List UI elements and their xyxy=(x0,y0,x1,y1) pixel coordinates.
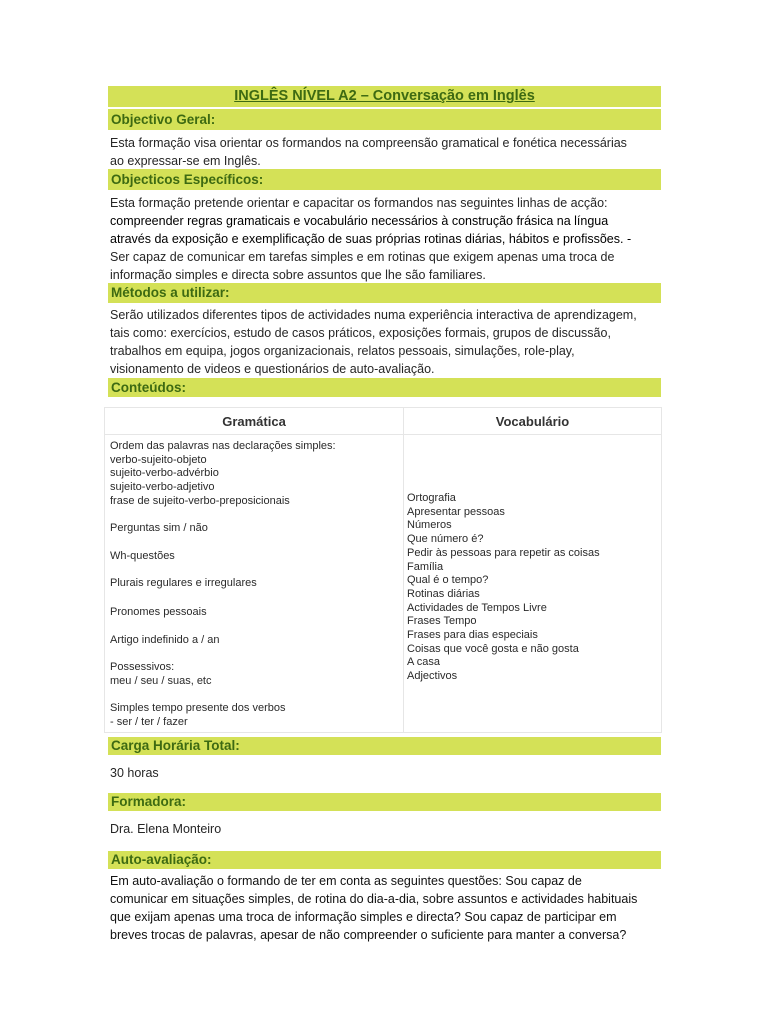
vocabulary-item: Actividades de Tempos Livre xyxy=(407,601,547,614)
grammar-item: - ser / ter / fazer xyxy=(110,715,188,728)
grammar-item: Ordem das palavras nas declarações simples: xyxy=(110,440,336,452)
vocabulary-item: Frases Tempo xyxy=(407,615,477,628)
grammar-item: Wh-questões xyxy=(110,549,175,562)
text-line: através da exposição e exemplificação de suas próprias rotinas diárias, hábitos e profissões. - xyxy=(110,232,632,246)
grammar-item: verbo-sujeito-objeto xyxy=(110,453,207,466)
column-header-vocabulary: Vocabulário xyxy=(404,408,661,435)
spacer xyxy=(110,591,336,605)
text-line: ao expressar-se em Inglês. xyxy=(110,154,261,168)
spacer xyxy=(110,620,336,634)
vocabulary-item: Que número é? xyxy=(407,533,484,546)
section-heading-contents: Conteúdos: xyxy=(108,378,661,397)
grammar-item: meu / seu / suas, etc xyxy=(110,674,212,687)
vocabulary-item: Rotinas diárias xyxy=(407,587,480,600)
grammar-item: sujeito-verbo-adjetivo xyxy=(110,481,215,494)
objective-general-text xyxy=(110,134,662,170)
vocabulary-item: Ortografia xyxy=(407,492,456,504)
grammar-item: sujeito-verbo-advérbio xyxy=(110,467,219,480)
section-heading-objectives-specific: Objecticos Específicos: xyxy=(108,169,661,190)
section-heading-trainer: Formadora: xyxy=(108,793,661,811)
section-heading-self-evaluation: Auto-avaliação: xyxy=(108,851,661,869)
column-header-grammar: Gramática xyxy=(105,408,403,435)
grammar-item: Possessivos: xyxy=(110,661,175,674)
objectives-specific-text xyxy=(110,194,662,284)
trainer-name: Dra. Elena Monteiro xyxy=(110,822,222,836)
text-line: Ser capaz de comunicar em tarefas simples e em rotinas que exigem apenas uma troca de xyxy=(110,250,615,264)
spacer xyxy=(110,647,336,661)
vocabulary-item: Frases para dias especiais xyxy=(407,629,538,642)
text-line: que exijam apenas uma troca de informação simples e directa? Sou capaz de participar em xyxy=(110,910,617,924)
text-line: Esta formação visa orientar os formandos na compreensão gramatical e fonética necessárias xyxy=(110,136,627,150)
grammar-item: frase de sujeito-verbo-preposicionais xyxy=(110,494,290,507)
grammar-item: Simples tempo presente dos verbos xyxy=(110,702,286,715)
spacer xyxy=(110,689,336,703)
workload-value: 30 horas xyxy=(110,766,159,780)
vocabulary-item: Família xyxy=(407,560,444,573)
grammar-item: Artigo indefinido a / an xyxy=(110,633,220,646)
grammar-item: Pronomes pessoais xyxy=(110,606,207,619)
spacer xyxy=(110,536,336,550)
text-line: Esta formação pretende orientar e capacitar os formandos nas seguintes linhas de acção: xyxy=(110,196,608,210)
self-evaluation-text xyxy=(110,872,662,944)
text-line: compreender regras gramaticais e vocabulário necessários à construção frásica na língua xyxy=(110,214,609,228)
text-line: comunicar em situações simples, de rotina do dia-a-dia, sobre assuntos e actividades habituais xyxy=(110,892,638,906)
methods-text xyxy=(110,306,662,378)
text-line: tais como: exercícios, estudo de casos práticos, exposições formais, grupos de discussão, xyxy=(110,326,611,340)
vocabulary-cell xyxy=(407,492,600,684)
spacer xyxy=(110,563,336,577)
text-line: Serão utilizados diferentes tipos de actividades numa experiência interactiva de aprendizagem, xyxy=(110,308,637,322)
contents-table xyxy=(104,407,662,733)
vocabulary-item: Qual é o tempo? xyxy=(407,574,489,587)
spacer xyxy=(110,509,336,523)
vocabulary-item: Coisas que você gosta e não gosta xyxy=(407,642,579,655)
text-line: trabalhos em equipa, jogos organizacionais, relatos pessoais, simulações, role-play, xyxy=(110,344,575,358)
vocabulary-item: Números xyxy=(407,519,452,532)
vocabulary-item: Pedir às pessoas para repetir as coisas xyxy=(407,546,600,559)
text-line: visionamento de videos e questionários de auto-avaliação. xyxy=(110,362,435,376)
grammar-item: Perguntas sim / não xyxy=(110,522,208,535)
grammar-item: Plurais regulares e irregulares xyxy=(110,576,257,589)
text-line: Em auto-avaliação o formando de ter em conta as seguintes questões: Sou capaz de xyxy=(110,874,582,888)
column-divider xyxy=(403,408,404,732)
vocabulary-item: Adjectivos xyxy=(407,670,458,683)
section-heading-workload: Carga Horária Total: xyxy=(108,737,661,755)
text-line: breves trocas de palavras, apesar de não compreender o suficiente para manter a conversa? xyxy=(110,928,627,942)
section-heading-objective-general: Objectivo Geral: xyxy=(108,109,661,130)
section-heading-methods: Métodos a utilizar: xyxy=(108,283,661,303)
vocabulary-item: A casa xyxy=(407,656,441,669)
grammar-cell xyxy=(110,440,336,730)
text-line: informação simples e directa sobre assuntos que lhe são familiares. xyxy=(110,268,486,282)
vocabulary-item: Apresentar pessoas xyxy=(407,505,505,518)
page-title: INGLÊS NÍVEL A2 – Conversação em Inglês xyxy=(108,86,661,107)
